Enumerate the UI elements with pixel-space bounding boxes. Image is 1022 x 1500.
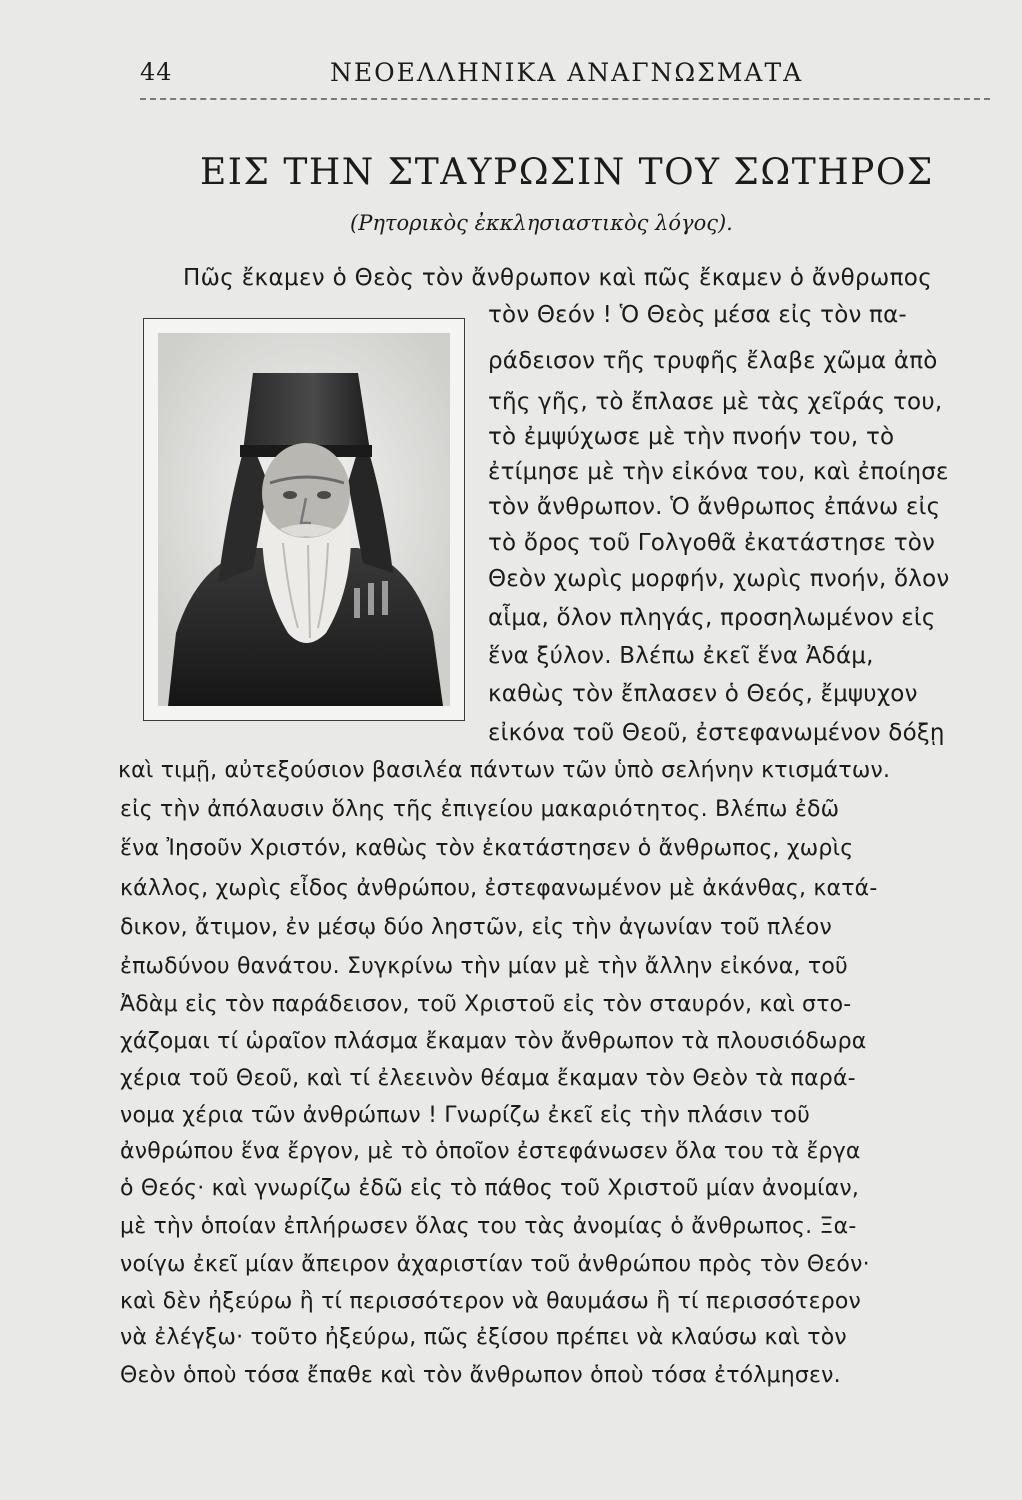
portrait-frame — [143, 318, 465, 721]
running-head: ΝΕΟΕΛΛΗΝΙΚΑ ΑΝΑΓΝΩΣΜΑΤΑ — [330, 58, 804, 87]
text-line: εἰκόνα τοῦ Θεοῦ, ἐστεφανωμένον δόξῃ — [488, 720, 945, 746]
text-line: Πῶς ἔκαμεν ὁ Θεὸς τὸν ἄνθρωπον καὶ πῶς ἔκαμεν ὁ ἄνθρωπος — [183, 265, 933, 291]
text-line: ἀνθρώπου ἕνα ἔργον, μὲ τὸ ὁποῖον ἐστεφάνωσεν ὅλα του τὰ ἔργα — [120, 1139, 861, 1164]
chapter-title: ΕΙΣ ΤΗΝ ΣΤΑΥΡΩΣΙΝ ΤΟΥ ΣΩΤΗΡΟΣ — [200, 152, 934, 193]
text-line: καθὼς τὸν ἔπλασεν ὁ Θεός, ἔμψυχον — [488, 681, 918, 707]
header-rule — [140, 98, 990, 100]
text-line: μὲ τὴν ὁποίαν ἐπλήρωσεν ὅλας του τὰς ἀνομίας ὁ ἄνθρωπος. Ξα- — [120, 1214, 857, 1239]
text-line: ὁ Θεός· καὶ γνωρίζω ἐδῶ εἰς τὸ πάθος τοῦ Χριστοῦ μίαν ἀνομίαν, — [120, 1176, 860, 1201]
page-number: 44 — [140, 58, 173, 86]
text-line: νομα χέρια τῶν ἀνθρώπων ! Γνωρίζω ἐκεῖ εἰς τὴν πλάσιν τοῦ — [120, 1103, 811, 1128]
text-line: καὶ τιμῇ, αὐτεξούσιον βασιλέα πάντων τῶν ὑπὸ σελήνην κτισμάτων. — [118, 758, 891, 783]
text-line: αἷμα, ὅλον πληγάς, προσηλωμένον εἰς — [488, 605, 936, 631]
text-line: τὸ ἐμψύχωσε μὲ τὴν πνοήν του, τὸ — [488, 424, 895, 450]
text-line: Ἀδὰμ εἰς τὸν παράδεισον, τοῦ Χριστοῦ εἰς τὸν σταυρόν, καὶ στο- — [120, 992, 852, 1017]
text-line: κάλλος, χωρὶς εἶδος ἀνθρώπου, ἐστεφανωμένον μὲ ἀκάνθας, κατά- — [120, 876, 878, 901]
text-line: χέρια τοῦ Θεοῦ, καὶ τί ἐλεεινὸν θέαμα ἔκαμαν τὸν Θεὸν τὰ παρά- — [120, 1066, 856, 1091]
text-line: νοίγω ἐκεῖ μίαν ἄπειρον ἀχαριστίαν τοῦ ἀνθρώπου πρὸς τὸν Θεόν· — [120, 1252, 870, 1277]
chapter-subtitle: (Ρητορικὸς ἐκκλησιαστικὸς λόγος). — [350, 211, 733, 235]
text-line: τῆς γῆς, τὸ ἔπλασε μὲ τὰς χεῖράς του, — [488, 389, 943, 415]
text-line: εἰς τὴν ἀπόλαυσιν ὅλης τῆς ἐπιγείου μακαριότητος. Βλέπω ἐδῶ — [120, 797, 840, 822]
text-line: δικον, ἄτιμον, ἐν μέσῳ δύο ληστῶν, εἰς τὴν ἀγωνίαν τοῦ πλέον — [120, 915, 832, 940]
text-line: ἐτίμησε μὲ τὴν εἰκόνα του, καὶ ἐποίησε — [488, 459, 949, 485]
text-line: τὸν Θεόν ! Ὁ Θεὸς μέσα εἰς τὸν πα- — [488, 302, 907, 328]
text-line: ράδεισον τῆς τρυφῆς ἔλαβε χῶμα ἀπὸ — [488, 348, 938, 374]
text-line: καὶ δὲν ἠξεύρω ἢ τί περισσότερον νὰ θαυμάσω ἢ τί περισσότερον — [120, 1289, 862, 1314]
text-line: τὸν ἄνθρωπον. Ὁ ἄνθρωπος ἐπάνω εἰς — [488, 494, 941, 520]
text-line: ἐπωδύνου θανάτου. Συγκρίνω τὴν μίαν μὲ τὴν ἄλλην εἰκόνα, τοῦ — [120, 954, 848, 979]
text-line: χάζομαι τί ὡραῖον πλάσμα ἔκαμαν τὸν ἄνθρωπον τὰ πλουσιόδωρα — [120, 1029, 867, 1054]
text-line: τὸ ὄρος τοῦ Γολγοθᾶ ἐκατάστησε τὸν — [488, 530, 936, 556]
text-line: Θεὸν ὁποὺ τόσα ἔπαθε καὶ τὸν ἄνθρωπον ὁποὺ τόσα ἐτόλμησεν. — [120, 1363, 841, 1388]
text-line: ἕνα Ἰησοῦν Χριστόν, καθὼς τὸν ἐκατάστησεν ὁ ἄνθρωπος, χωρὶς — [120, 836, 854, 861]
portrait-icon — [158, 333, 450, 706]
text-line: Θεὸν χωρὶς μορφήν, χωρὶς πνοήν, ὅλον — [488, 566, 950, 592]
text-line: νὰ ἐλέγξω· τοῦτο ἠξεύρω, πῶς ἐξίσου πρέπει νὰ κλαύσω καὶ τὸν — [120, 1325, 847, 1350]
text-line: ἕνα ξύλον. Βλέπω ἐκεῖ ἕνα Ἀδάμ, — [488, 643, 874, 669]
